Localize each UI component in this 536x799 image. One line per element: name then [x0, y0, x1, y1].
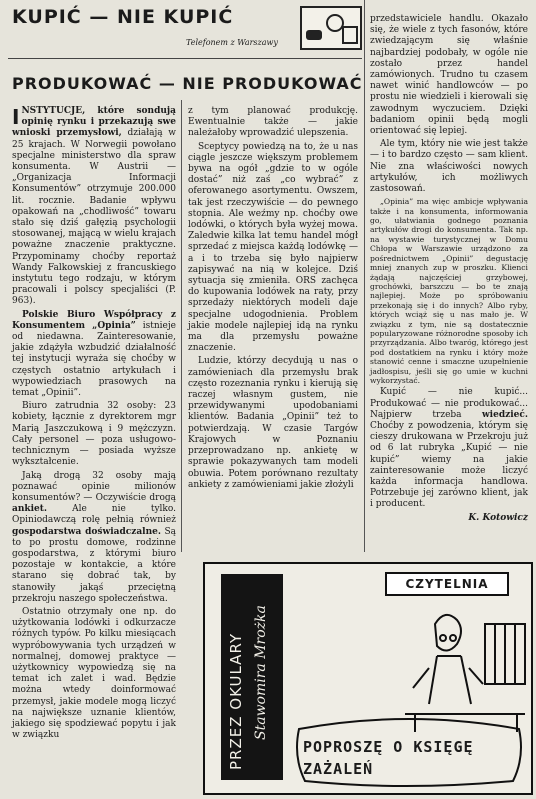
article-column-3 — [370, 14, 528, 524]
paragraph: INSTYTUCJE, które sondują opinię rynku i przekazują swe wnioski przemysłowi, działają w 25 krajach. W Norwegii powołano specjalne ministerstwo dla spraw konsumenta. W Austrii — „Organizacja Informacji Konsumentów” otrzymuje 200.000 lit. rocznie. Badanie wpływu opakowań na „chodliwość” towaru stało się dziś gałęzią psychologii stosowanej, mającą w wielu krajach poważne znaczenie praktyczne. Przypominamy choćby reportaż Wandy Falkowskiej z francuskiego instytutu tego rodzaju, w którym pracowali i polscy specjaliści (P. 963). — [12, 105, 176, 307]
paragraph: Sceptycy powiedzą na to, że u nas ciągle jeszcze większym problemem bywa na ogół „gdzie to w ogóle dostać” niż zaś „co wybrać” z oferowanego asortymentu. Owszem, tak jest rzeczywiście — do pewnego stopnia. Ale weźmy np. choćby owe lodówki, o których była wyżej mowa. Zaledwie kilka lat temu handel mógł sprzedać z miejsca każdą lodówkę — a i to trzeba się było najpierw zapisywać na nią w kolejce. Dziś sytuacja się zmieniła. ORS zachęca do kupowania lodówek na raty, przy sprzedaży niektórych modeli daje specjalne udogodnienia. Problem jakie modele najlepiej idą na rynku ma dla przemysłu poważne znaczenie. — [188, 141, 358, 354]
book-title: PRZEZ OKULARY — [227, 632, 245, 770]
column-divider — [364, 0, 365, 552]
author-signature: K. Kotowicz — [468, 512, 528, 523]
paragraph: Biuro zatrudnia 32 osoby: 23 kobiety, łącznie z dyrektorem mgr Marią Jaszczukową i 9 mężczyzn. Cały personel — poza usługowo-technicznym — posiada wyższe wykształcenie. — [12, 401, 176, 468]
column-divider — [181, 100, 182, 552]
paragraph: Ludzie, którzy decydują u nas o zamówieniach dla przemysłu brak często rozeznania rynku i kierują się raczej własnym gustem, nie przewidywanymi upodobaniami klientów. Badania „Opinii” też to potwierdzają. W czasie Targów Krajowych w Poznaniu przeprowadzano np. ankietę w sprawie pokazywanych tam modeli obuwia. Potem porównano rezultaty ankiety z zamówieniami jakie złożyli — [188, 356, 358, 490]
book-cover — [221, 574, 283, 780]
paragraph: Ale tym, który nie wie jest także — i to bardzo często — sam klient. Nie zna właściwości nowych artykułów, ich możliwych zastosowań. — [370, 139, 528, 195]
paragraph: Polskie Biuro Współpracy z Konsumentem „Opinia” istnieje od niedawna. Zainteresowanie, jakie zdążyła wzbudzić działalność tej instytucji wyraża się choćby w częstych ostatnio artykułach i wypowiedziach prasowych na temat „Opinii”. — [12, 309, 176, 399]
paragraph-small-print: „Opinia” ma więc ambicje wpływania także i na konsumenta, informowania go, ułatwiania godnego poznania artykułów drogi do konsumenta. Tak np. na wystawie turystycznej w Domu Chłopa w Warszawie urządzono za pośrednictwem „Opinii” degustację mniej znanych zup w proszku. Klienci żądają najczęściej grzybowej, grochówki, barszczu — bo te znają najlepiej. Może po spróbowaniu przekonają się i do innych? Albo ryby, których wciąż się u nas mało je. W związku z tym, nie są dostatecznie popularyzowane różnorodne sposoby ich przyrządzania. Albo twaróg, którego jest pod dostatkiem na rynku i który może stanowić cenne i smaczne uzupełnienie jadłospisu, jeśli się go umie w kuchni wykorzystać. — [370, 197, 528, 385]
article-column-2 — [188, 106, 358, 491]
article-column-1 — [12, 106, 176, 741]
reading-room-sign: CZYTELNIA — [385, 572, 509, 596]
telephone-logo-icon — [300, 6, 362, 50]
drop-cap: I — [12, 105, 20, 129]
paragraph: Kupić — nie kupić... Produkować — nie produkować... Najpierw trzeba wiedzieć. Choćby z powodzenia, którym się cieszy drukowana w Przekroju już od 6 lat rubryka „Kupić — nie kupić” wiemy na jakie zainteresowanie może liczyć każda informacja handlowa. Potrzebuje jej zarówno klient, jak i producent. — [370, 387, 528, 510]
paragraph: z tym planować produkcję. Ewentualnie także — jakie należałoby wprowadzić ulepszenia. — [188, 106, 358, 139]
book-advertisement — [203, 562, 533, 795]
article-headline: PRODUKOWAĆ — NIE PRODUKOWAĆ — [12, 74, 363, 93]
paragraph: Jaką drogą 32 osoby mają poznawać opinie milionów konsumentów? — Oczywiście drogą ankiet. Ale nie tylko. Opiniodawczą rolę pełnią również gospodarstwa doświadczalne. Są to po prostu domowe, rodzinne gospodarstwa, z którymi biuro pozostaje w kontakcie, a które starano się dobrać tak, by stanowiły jakąś przeciętną przekroju naszego społeczeństwa. — [12, 470, 176, 604]
rubric-title: KUPIĆ — NIE KUPIĆ — [12, 6, 234, 28]
rubric-subtitle: Telefonem z Warszawy — [186, 38, 278, 47]
header-divider — [8, 58, 362, 59]
paragraph: przedstawiciele handlu. Okazało się, że wiele z tych fasonów, które zwiedzającym się właśnie najbardziej podobały, w ogóle nie zostało przez handel zamówionych. Trudno tu czasem nawet winić handlowców — po prostu nie wiedzieli i kierowali się zawodnym wyczuciem. Dzięki badaniom opinii będą mogli orientować się lepiej. — [370, 14, 528, 137]
speech-bubble-text: POPROSZĘ O KSIĘGĘ ZAŻALEŃ — [303, 738, 474, 778]
book-author: Stawomira Mrożka — [253, 605, 269, 740]
paragraph: Ostatnio otrzymały one np. do użytkowania lodówki i odkurzacze różnych typów. Po kilku miesiącach wypróbowywania tych urządzeń w normalnej, domowej praktyce — użytkownicy wypowiedzą się na temat ich zalet i wad. Będzie można wtedy doinformować przemysł, jakie modele mogą liczyć na największe uznanie klientów, jakiego się spodziewać popytu i jak w związku — [12, 606, 176, 741]
